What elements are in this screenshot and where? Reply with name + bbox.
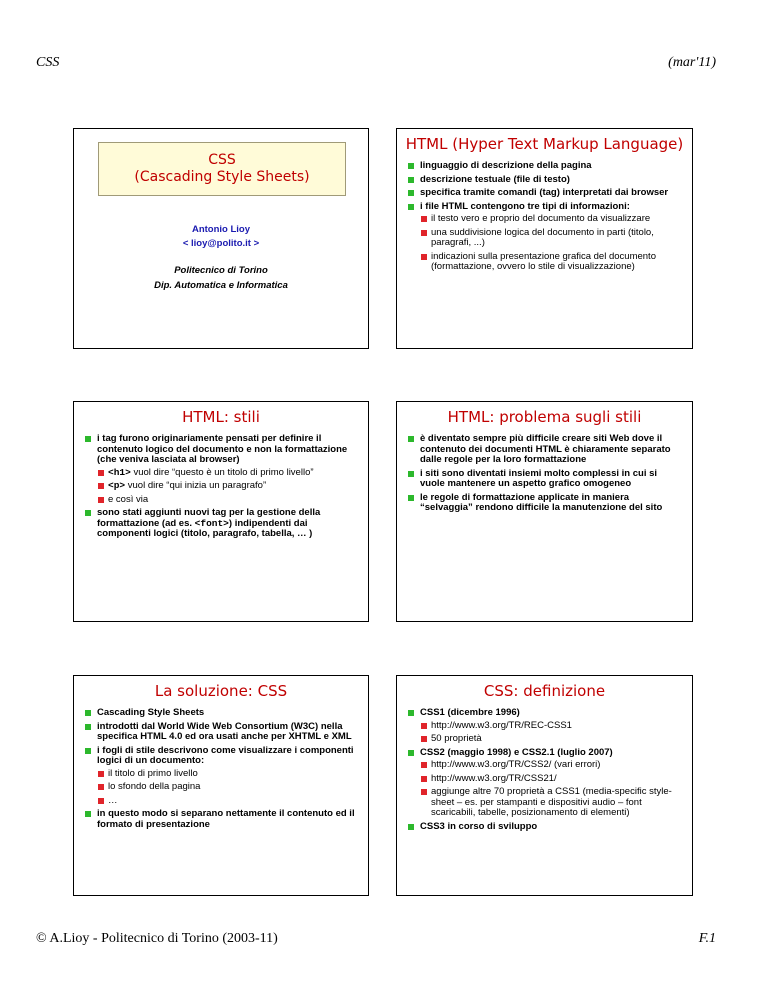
sub-list-item: lo sfondo della pagina: [97, 782, 360, 793]
sub-list-item: …: [97, 796, 360, 807]
sub-list-text: vuol dire “questo è un titolo di primo livello”: [130, 466, 314, 478]
list-item-text: sono stati aggiunti nuovi tag per la gestione della formattazione (ad es.: [97, 507, 321, 529]
list-item: [84, 434, 360, 505]
list-item-text: CSS2 (maggio 1998) e CSS2.1 (luglio 2007): [420, 746, 613, 758]
slide-title: HTML (Hyper Text Markup Language): [405, 135, 684, 153]
page-header-left: CSS: [36, 55, 60, 70]
list-item: linguaggio di descrizione della pagina: [407, 161, 684, 172]
bullet-list: [407, 708, 684, 832]
list-item: Cascading Style Sheets: [84, 708, 360, 719]
list-item: specifica tramite comandi (tag) interpretati dai browser: [407, 188, 684, 199]
sub-list: [97, 468, 360, 506]
page-footer-left: © A.Lioy - Politecnico di Torino (2003-11): [36, 931, 278, 946]
list-item: CSS3 in corso di sviluppo: [407, 822, 684, 833]
page-footer-right: F.1: [698, 931, 716, 946]
bullet-list: [407, 161, 684, 273]
list-item-text: i file HTML contengono tre tipi di informazioni:: [420, 200, 630, 212]
list-item: le regole di formattazione applicate in maniera “selvaggia” rendono difficile la manutenzione del sito: [407, 493, 684, 514]
sub-list-item: aggiunge altre 70 proprietà a CSS1 (media-specific style-sheet – es. per stampanti e dispositivi audio – font scaricabili, tabelle, posizionamento di elementi): [420, 787, 684, 819]
sub-list-item: http://www.w3.org/TR/CSS2/ (vari errori): [420, 760, 684, 771]
sub-list: [420, 214, 684, 273]
title-box: [98, 142, 346, 196]
sub-list-text: vuol dire “qui inizia un paragrafo”: [125, 480, 267, 491]
slide-style-problem: [396, 401, 693, 622]
bullet-list: [84, 708, 360, 830]
list-item: introdotti dal World Wide Web Consortium (W3C) nella specifica HTML 4.0 ed ora usati anche per XHTML e XML: [84, 722, 360, 743]
sub-list: [420, 721, 684, 745]
slide-html-intro: [396, 128, 693, 349]
affiliation-line-1: Politecnico di Torino: [174, 265, 268, 276]
sub-list-item: il titolo di primo livello: [97, 769, 360, 780]
slide-css-definition: [396, 675, 693, 896]
list-item: descrizione testuale (file di testo): [407, 175, 684, 186]
author-name: Antonio Lioy: [191, 224, 251, 235]
list-item: [84, 746, 360, 807]
sub-list-item: [97, 468, 360, 479]
bullet-list: [407, 434, 684, 514]
bullet-list: [84, 434, 360, 540]
slide-html-styles: [73, 401, 369, 622]
list-item: [407, 748, 684, 819]
code-font: <font>: [194, 517, 229, 529]
affiliation-line-2: Dip. Automatica e Informatica: [154, 280, 288, 291]
title-line-1: CSS: [208, 152, 236, 168]
list-item: i siti sono diventati insiemi molto complessi in cui si vuole mantenere un aspetto grafico omogeneo: [407, 469, 684, 490]
author-email: < lioy@polito.it >: [182, 238, 260, 249]
list-item: [407, 202, 684, 273]
list-item-text: CSS1 (dicembre 1996): [420, 707, 520, 718]
code-p: <p>: [108, 480, 126, 491]
sub-list-item: 50 proprietà: [420, 734, 684, 745]
slide-title: HTML: stili: [182, 408, 260, 426]
sub-list-item: indicazioni sulla presentazione grafica del documento (formattazione, ovvero lo stile di visualizzazione): [420, 252, 684, 273]
slide-title: La soluzione: CSS: [154, 682, 288, 700]
sub-list-item: una suddivisione logica del documento in parti (titolo, paragrafi, ...): [420, 228, 684, 249]
list-item: [407, 708, 684, 745]
list-item-text: ) indipendenti dai componenti logici (titolo, paragrafo, tabella, … ): [97, 517, 313, 539]
slide-css-solution: [73, 675, 369, 896]
slide-title: HTML: problema sugli stili: [447, 408, 642, 426]
slide-title: [73, 128, 369, 349]
sub-list-item: il testo vero e proprio del documento da visualizzare: [420, 214, 684, 225]
list-item: in questo modo si separano nettamente il contenuto ed il formato di presentazione: [84, 809, 360, 830]
page-header-right: (mar'11): [668, 55, 716, 70]
affiliation-block: [74, 263, 368, 293]
sub-list-item: http://www.w3.org/TR/REC-CSS1: [420, 721, 684, 732]
list-item: è diventato sempre più difficile creare siti Web dove il contenuto dei documenti HTML è chiaramente separato dalle regole per la loro formattazione: [407, 434, 684, 466]
list-item: [84, 508, 360, 540]
title-line-2: (Cascading Style Sheets): [134, 169, 310, 185]
list-item-text: i fogli di stile descrivono come visualizzare i componenti logici di un documento:: [97, 744, 354, 766]
sub-list: [420, 760, 684, 819]
list-item-text: i tag furono originariamente pensati per definire il contenuto logico del documento e non la formattazione (che veniva lasciata al browser): [97, 433, 348, 465]
sub-list-item: e così via: [97, 495, 360, 506]
author-block: [74, 223, 368, 251]
sub-list-item: http://www.w3.org/TR/CSS21/: [420, 774, 684, 785]
code-h1: <h1>: [108, 466, 131, 478]
sub-list: [97, 769, 360, 807]
sub-list-item: [97, 481, 360, 492]
slide-title: CSS: definizione: [483, 682, 606, 700]
